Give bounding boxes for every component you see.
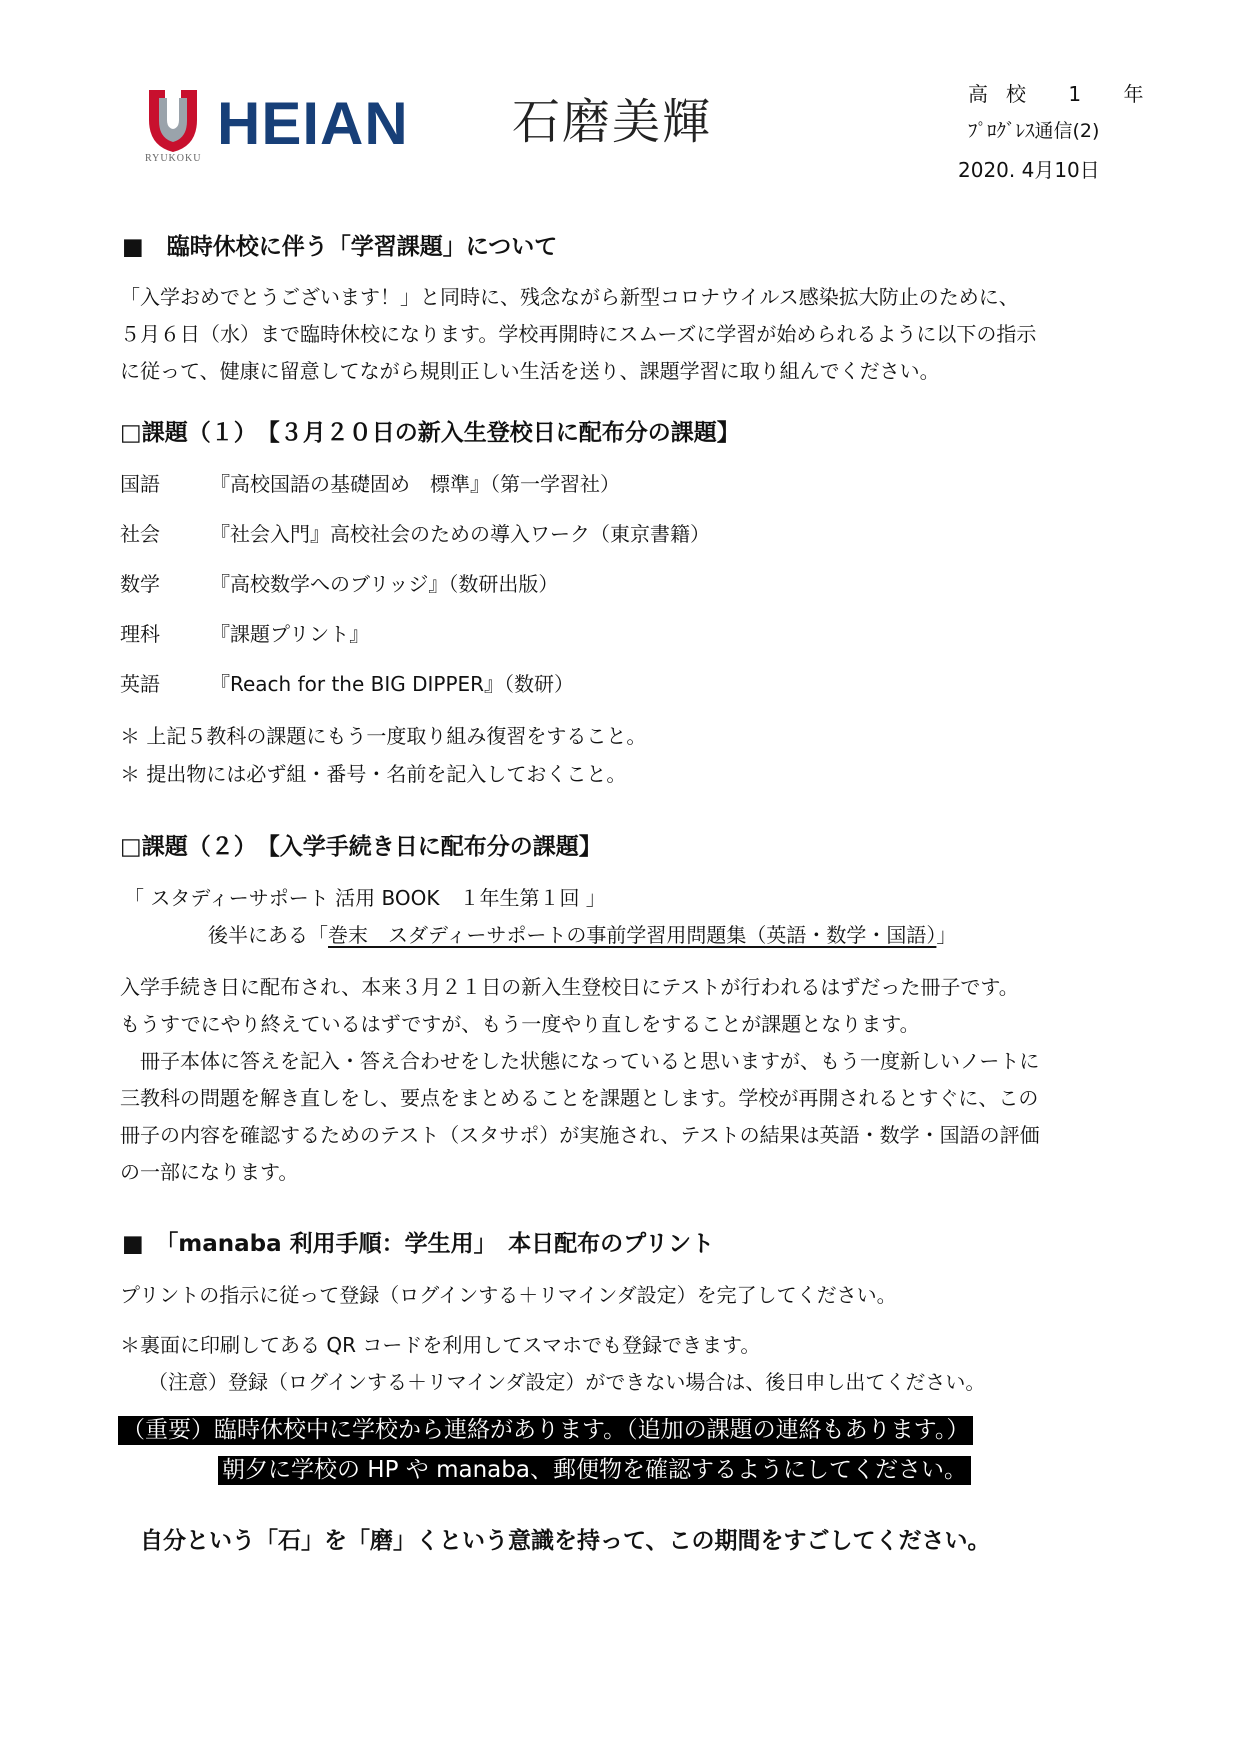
section1-line: 「入学おめでとうございます！」と同時に、残念ながら新型コロナウイルス感染拡大防止のために、 [120, 285, 1019, 309]
notice-banner: （重要）臨時休校中に学校から連絡があります。（追加の課題の連絡もあります。） [118, 1416, 973, 1445]
subject-material: 『課題プリント』 [210, 622, 370, 646]
task2-line: 三教科の問題を解き直しをし、要点をまとめることを課題とします。学校が再開されるとすぐに、この [120, 1086, 1039, 1110]
notice-banner: 朝夕に学校の HP や manaba、郵便物を確認するようにしてください。 [218, 1456, 971, 1485]
logo-subtext: RYUKOKU [145, 153, 202, 164]
task2-line: もうすでにやり終えているはずですが、もう一度やり直しをすることが課題となります。 [120, 1012, 920, 1036]
task2-part-suffix: 」 [936, 923, 957, 947]
task2-part-underlined: 巻末 スダディーサポートの事前学習用問題集（英語・数学・国語） [328, 923, 937, 947]
grade-label: 高校 1 年 [968, 82, 1162, 106]
task1-heading: □課題（１） 【３月２０日の新入生登校日に配布分の課題】 [120, 420, 740, 446]
task1-note: ＊ 提出物には必ず組・番号・名前を記入しておくこと。 [120, 762, 627, 786]
task2-part [208, 925, 956, 945]
section3-line: ＊裏面に印刷してある QR コードを利用してスマホでも登録できます。 [120, 1333, 761, 1357]
subject-name: 数学 [120, 572, 160, 596]
issue-date: 2020. 4月10日 [958, 158, 1100, 182]
subject-material: 『高校国語の基礎固め 標準』（第一学習社） [210, 472, 620, 496]
section3-heading: ■ 「manaba 利用手順：学生用」 本日配布のプリント [122, 1231, 715, 1257]
subject-name: 社会 [120, 522, 160, 546]
school-logo [145, 88, 409, 176]
logo-wordmark: HEIAN [217, 90, 409, 157]
school-emblem-icon [145, 88, 201, 154]
task2-line: 入学手続き日に配布され、本来３月２１日の新入生登校日にテストが行われるはずだった冊子です。 [120, 975, 1019, 999]
subject-material: 『Reach for the BIG DIPPER』（数研） [210, 672, 575, 696]
task1-note: ＊ 上記５教科の課題にもう一度取り組み復習をすること。 [120, 724, 647, 748]
task2-part-prefix: 後半にある「 [208, 923, 328, 947]
school-motto: 石磨美輝 [512, 94, 713, 150]
newsletter-title: ﾌﾟﾛｸﾞﾚｽ通信(2) [968, 120, 1100, 142]
section1-heading: ■ 臨時休校に伴う「学習課題」について [122, 234, 558, 260]
task2-line: の一部になります。 [120, 1160, 299, 1184]
section1-line: に従って、健康に留意してながら規則正しい生活を送り、課題学習に取り組んでください。 [120, 359, 940, 383]
subject-material: 『高校数学へのブリッジ』（数研出版） [210, 572, 559, 596]
subject-material: 『社会入門』高校社会のための導入ワーク（東京書籍） [210, 522, 710, 546]
task2-line: 冊子の内容を確認するためのテスト（スタサポ）が実施され、テストの結果は英語・数学・国語の評価 [120, 1123, 1040, 1147]
task2-heading: □課題（２） 【入学手続き日に配布分の課題】 [120, 834, 602, 860]
section3-line: （注意）登録（ログインする＋リマインダ設定）ができない場合は、後日申し出てください。 [148, 1370, 986, 1394]
task2-book-title: 「 スタディーサポート 活用 BOOK １年生第１回 」 [124, 886, 606, 910]
section3-line: プリントの指示に従って登録（ログインする＋リマインダ設定）を完了してください。 [120, 1283, 897, 1307]
subject-name: 国語 [120, 472, 160, 496]
section1-line: ５月６日（水）まで臨時休校になります。学校再開時にスムーズに学習が始められるように以下の指示 [120, 322, 1037, 346]
closing-message: 自分という「石」を「磨」くという意識を持って、この期間をすごしてください。 [140, 1528, 991, 1554]
subject-name: 理科 [120, 622, 160, 646]
subject-name: 英語 [120, 672, 160, 696]
task2-line: 冊子本体に答えを記入・答え合わせをした状態になっていると思いますが、もう一度新しいノートに [120, 1049, 1040, 1073]
